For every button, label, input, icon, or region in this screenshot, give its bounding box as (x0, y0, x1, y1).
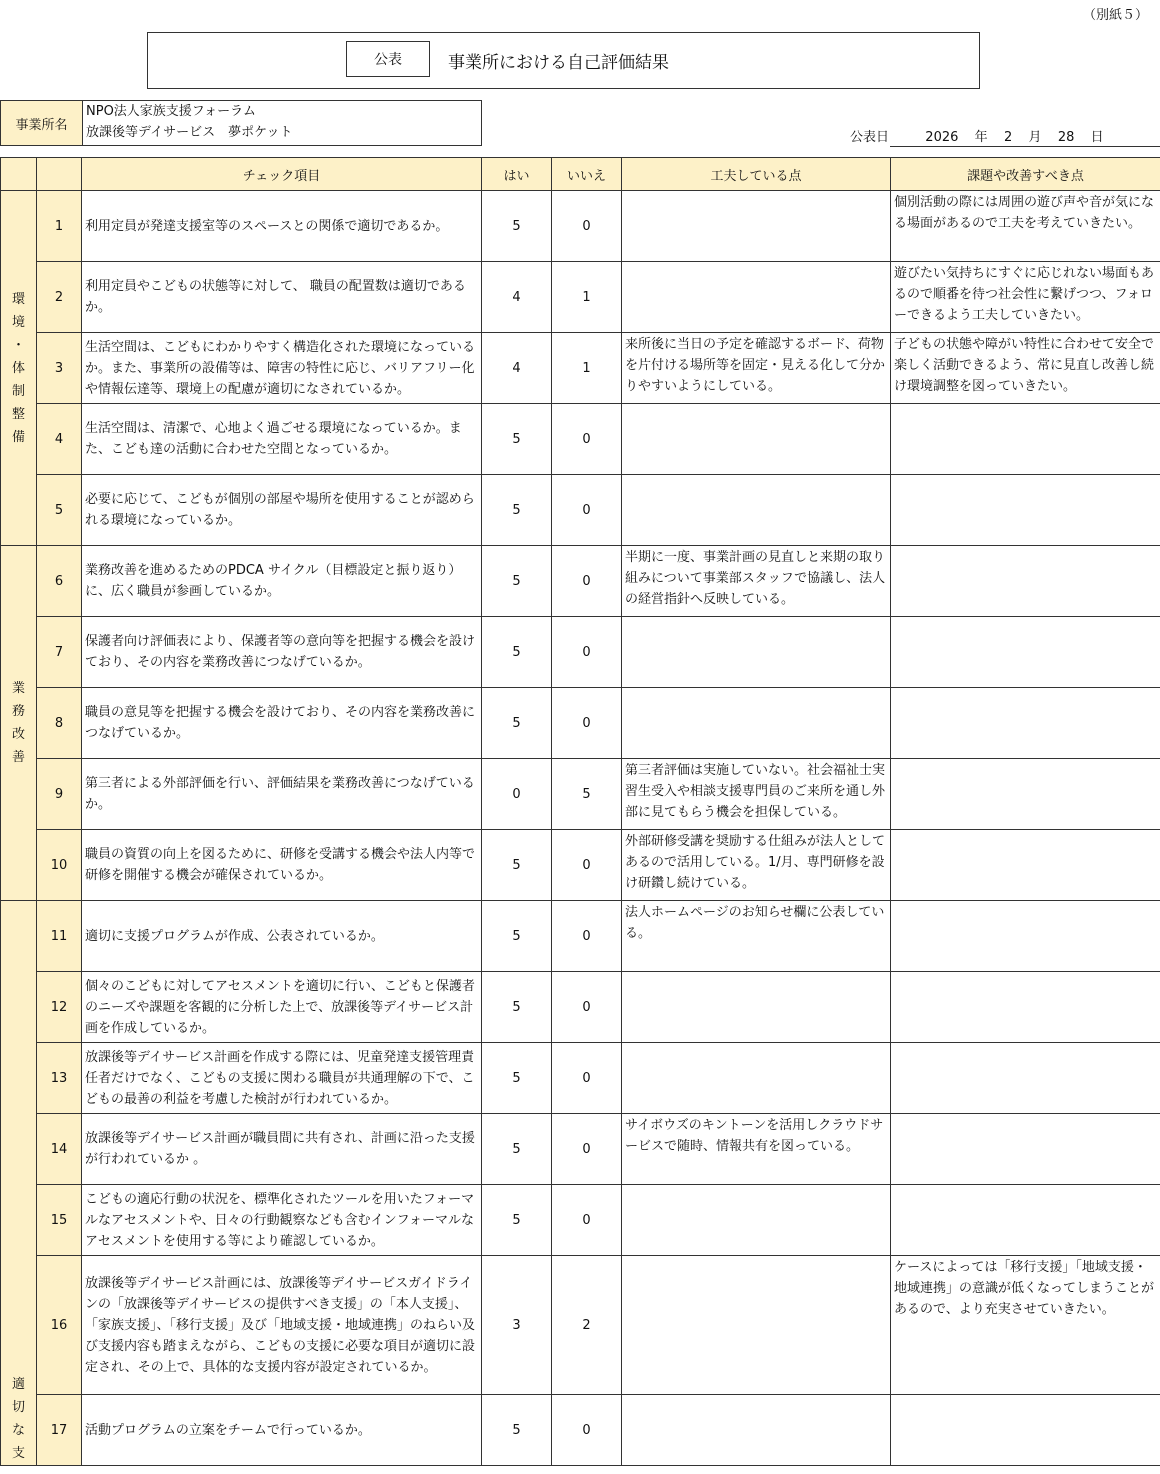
item-number: 3 (37, 333, 82, 404)
category-char: 環 (11, 291, 25, 307)
effort-note (622, 1395, 891, 1466)
issue-note (891, 404, 1160, 475)
category-char: 体 (11, 360, 25, 376)
table-row (1, 830, 1160, 901)
no-count: 0 (552, 1395, 622, 1466)
check-item: 適切に支援プログラムが作成、公表されているか。 (82, 901, 482, 972)
item-number: 15 (37, 1185, 82, 1256)
date-year-unit: 年 (974, 130, 988, 145)
issue-note (891, 617, 1160, 688)
item-number: 4 (37, 404, 82, 475)
yes-count: 5 (482, 688, 552, 759)
date-month: 2 (1003, 130, 1013, 145)
table-row (1, 972, 1160, 1043)
date-day-unit: 日 (1090, 130, 1104, 145)
no-count: 0 (552, 901, 622, 972)
no-count: 0 (552, 688, 622, 759)
issue-note (891, 1114, 1160, 1185)
table-row (1, 546, 1160, 617)
category-char: 善 (11, 750, 25, 765)
check-item: 第三者による外部評価を行い、評価結果を業務改善につなげているか。 (82, 759, 482, 830)
table-row (1, 475, 1160, 546)
date-label: 公表日 (850, 130, 890, 145)
no-count: 0 (552, 830, 622, 901)
no-count: 0 (552, 1114, 622, 1185)
yes-count: 5 (482, 901, 552, 972)
table-row (1, 1256, 1160, 1395)
yes-count: 4 (482, 262, 552, 333)
yes-header: はい (482, 158, 552, 191)
issue-note: 子どもの状態や障がい特性に合わせて安全で楽しく活動できるよう、常に見直し改善し続け環境調整を図っていきたい。 (891, 333, 1160, 404)
item-number: 14 (37, 1114, 82, 1185)
issue-note (891, 546, 1160, 617)
effort-header: 工夫している点 (622, 158, 891, 191)
issue-note (891, 759, 1160, 830)
date-month-unit: 月 (1028, 130, 1042, 145)
yes-count: 5 (482, 475, 552, 546)
check-item: 放課後等デイサービス計画には、放課後等デイサービスガイドラインの「放課後等デイサービスの提供すべき支援」の「本人支援」、「家族支援」、「移行支援」及び「地域支援・地域連携」のねらい及び支援内容も踏まえながら、こどもの支援に必要な項目が適切に設定され、その上で、具体的な支援内容が設定されているか。 (82, 1256, 482, 1395)
effort-note (622, 617, 891, 688)
effort-note (622, 262, 891, 333)
check-item: 職員の資質の向上を図るために、研修を受講する機会や法人内等で研修を開催する機会が確保されているか。 (82, 830, 482, 901)
category-char: 改 (11, 727, 25, 742)
category-cell (1, 191, 37, 546)
table-header-row (1, 158, 1160, 191)
yes-count: 5 (482, 404, 552, 475)
office-table (0, 100, 482, 146)
office-name-line1: NPO法人家族支援フォーラム (86, 104, 257, 119)
issue-note (891, 830, 1160, 901)
yes-count: 0 (482, 759, 552, 830)
no-count: 0 (552, 475, 622, 546)
category-char: ・ (11, 337, 25, 353)
no-count: 0 (552, 404, 622, 475)
effort-note (622, 972, 891, 1043)
number-header (37, 158, 82, 191)
effort-note (622, 688, 891, 759)
effort-note: 半期に一度、事業計画の見直しと来期の取り組みについて事業部スタッフで協議し、法人の経営指針へ反映している。 (622, 546, 891, 617)
issue-note (891, 901, 1160, 972)
effort-note (622, 191, 891, 262)
check-item: 保護者向け評価表により、保護者等の意向等を把握する機会を設けており、その内容を業務改善につなげているか。 (82, 617, 482, 688)
attachment-label: （別紙５） (1082, 8, 1148, 23)
office-label: 事業所名 (1, 101, 83, 146)
table-row (1, 1395, 1160, 1466)
category-char: 業 (11, 681, 25, 696)
issue-note (891, 688, 1160, 759)
check-item: 生活空間は、こどもにわかりやすく構造化された環境になっているか。また、事業所の設備等は、障害の特性に応じ、バリアフリー化や情報伝達等、環境上の配慮が適切になされているか。 (82, 333, 482, 404)
yes-count: 5 (482, 1185, 552, 1256)
category-char: 支 (11, 1446, 25, 1461)
yes-count: 5 (482, 191, 552, 262)
yes-count: 5 (482, 972, 552, 1043)
issue-note: 遊びたい気持ちにすぐに応じれない場面もあるので順番を待つ社会性に繋げつつ、フォローできるよう工夫していきたい。 (891, 262, 1160, 333)
evaluation-table (0, 157, 1160, 1466)
no-count: 0 (552, 617, 622, 688)
category-char: 備 (11, 429, 25, 445)
item-number: 8 (37, 688, 82, 759)
table-row (1, 759, 1160, 830)
item-number: 5 (37, 475, 82, 546)
category-cell (1, 901, 37, 1466)
effort-note: 第三者評価は実施していない。社会福祉士実習生受入や相談支援専門員のご来所を通し外部に見てもらう機会を担保している。 (622, 759, 891, 830)
check-item: 活動プログラムの立案をチームで行っているか。 (82, 1395, 482, 1466)
yes-count: 5 (482, 617, 552, 688)
yes-count: 5 (482, 1114, 552, 1185)
effort-note: 外部研修受講を奨励する仕組みが法人としてあるので活用している。1/月、専門研修を設け研鑽し続けている。 (622, 830, 891, 901)
public-label: 公表 (346, 41, 430, 77)
table-row (1, 191, 1160, 262)
item-number: 7 (37, 617, 82, 688)
yes-count: 5 (482, 546, 552, 617)
effort-note (622, 1185, 891, 1256)
check-item: 利用定員やこどもの状態等に対して、 職員の配置数は適切であるか。 (82, 262, 482, 333)
category-char: 境 (11, 314, 25, 330)
check-item: 生活空間は、清潔で、心地よく過ごせる環境になっているか。また、こども達の活動に合わせた空間となっているか。 (82, 404, 482, 475)
category-char: な (11, 1423, 25, 1438)
category-char: 整 (11, 406, 25, 422)
effort-note: 来所後に当日の予定を確認するボード、荷物を片付ける場所等を固定・見える化して分かりやすいようにしている。 (622, 333, 891, 404)
table-row (1, 688, 1160, 759)
page-title: 事業所における自己評価結果 (448, 53, 669, 73)
no-header: いいえ (552, 158, 622, 191)
issue-note (891, 972, 1160, 1043)
office-name-line2: 放課後等デイサービス 夢ポケット (86, 125, 293, 140)
category-char: 適 (11, 1377, 25, 1392)
category-header (1, 158, 37, 191)
check-item: 職員の意見等を把握する機会を設けており、その内容を業務改善につなげているか。 (82, 688, 482, 759)
yes-count: 5 (482, 830, 552, 901)
yes-count: 3 (482, 1256, 552, 1395)
category-cell (1, 546, 37, 901)
no-count: 0 (552, 191, 622, 262)
item-number: 9 (37, 759, 82, 830)
date-day: 28 (1057, 130, 1075, 145)
check-item: 放課後等デイサービス計画を作成する際には、児童発達支援管理責任者だけでなく、こどもの支援に関わる職員が共通理解の下で、こどもの最善の利益を考慮した検討が行われているか。 (82, 1043, 482, 1114)
table-row (1, 404, 1160, 475)
check-item: 必要に応じて、こどもが個別の部屋や場所を使用することが認められる環境になっているか。 (82, 475, 482, 546)
no-count: 1 (552, 333, 622, 404)
category-char: 務 (11, 704, 25, 719)
check-item: こどもの適応行動の状況を、標準化されたツールを用いたフォーマルなアセスメントや、日々の行動観察なども含むインフォーマルなアセスメントを使用する等により確認しているか。 (82, 1185, 482, 1256)
no-count: 0 (552, 1185, 622, 1256)
effort-note (622, 1043, 891, 1114)
issue-note (891, 1395, 1160, 1466)
item-number: 6 (37, 546, 82, 617)
item-number: 2 (37, 262, 82, 333)
item-number: 17 (37, 1395, 82, 1466)
office-name (83, 101, 482, 146)
table-row (1, 1185, 1160, 1256)
table-row (1, 1043, 1160, 1114)
item-number: 13 (37, 1043, 82, 1114)
issue-note (891, 1043, 1160, 1114)
no-count: 0 (552, 1043, 622, 1114)
issue-note (891, 475, 1160, 546)
table-row (1, 901, 1160, 972)
effort-note (622, 475, 891, 546)
table-row (1, 1114, 1160, 1185)
yes-count: 5 (482, 1395, 552, 1466)
check-item: 業務改善を進めるためのPDCA サイクル（目標設定と振り返り）に、広く職員が参画しているか。 (82, 546, 482, 617)
publish-date (850, 126, 1104, 145)
check-item: 放課後等デイサービス計画が職員間に共有され、計画に沿った支援が行われているか 。 (82, 1114, 482, 1185)
item-number: 12 (37, 972, 82, 1043)
issue-note: 個別活動の際には周囲の遊び声や音が気になる場面があるので工夫を考えていきたい。 (891, 191, 1160, 262)
issue-header: 課題や改善すべき点 (891, 158, 1160, 191)
category-char: 制 (11, 383, 25, 399)
date-year: 2026 (925, 130, 959, 145)
check-header: チェック項目 (82, 158, 482, 191)
yes-count: 4 (482, 333, 552, 404)
no-count: 0 (552, 546, 622, 617)
effort-note (622, 1256, 891, 1395)
issue-note: ケースによっては「移行支援」「地域支援・地域連携」の意識が低くなってしまうことがあるので、より充実させていきたい。 (891, 1256, 1160, 1395)
item-number: 11 (37, 901, 82, 972)
title-box (147, 32, 980, 89)
no-count: 5 (552, 759, 622, 830)
date-underline (890, 146, 1160, 147)
effort-note: サイボウズのキントーンを活用しクラウドサービスで随時、情報共有を図っている。 (622, 1114, 891, 1185)
no-count: 1 (552, 262, 622, 333)
effort-note (622, 404, 891, 475)
item-number: 10 (37, 830, 82, 901)
table-row (1, 262, 1160, 333)
check-item: 個々のこどもに対してアセスメントを適切に行い、こどもと保護者のニーズや課題を客観的に分析した上で、放課後等デイサービス計画を作成しているか。 (82, 972, 482, 1043)
check-item: 利用定員が発達支援室等のスペースとの関係で適切であるか。 (82, 191, 482, 262)
item-number: 16 (37, 1256, 82, 1395)
no-count: 2 (552, 1256, 622, 1395)
issue-note (891, 1185, 1160, 1256)
table-row (1, 617, 1160, 688)
effort-note: 法人ホームページのお知らせ欄に公表している。 (622, 901, 891, 972)
item-number: 1 (37, 191, 82, 262)
table-row (1, 333, 1160, 404)
category-char: 切 (11, 1400, 25, 1415)
no-count: 0 (552, 972, 622, 1043)
yes-count: 5 (482, 1043, 552, 1114)
